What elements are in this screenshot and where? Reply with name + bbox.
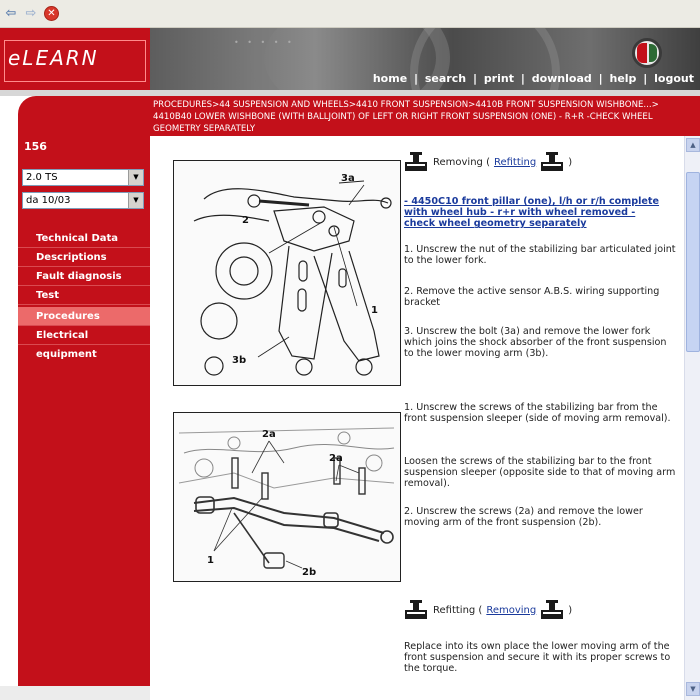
print-link[interactable]: print: [483, 72, 514, 85]
figure-label: 2b: [302, 567, 317, 578]
scroll-down-icon[interactable]: ▼: [686, 682, 700, 696]
removing-link[interactable]: Removing: [486, 604, 537, 616]
suspension-diagram-2: [174, 413, 400, 581]
removing-step-1: 1. Unscrew the nut of the stabilizing bar articulated joint to the lower fork.: [404, 244, 676, 267]
back-arrow-icon[interactable]: ⇦: [5, 6, 17, 21]
wrench-icon: [540, 600, 564, 620]
figure-label: 3b: [232, 355, 247, 366]
help-link[interactable]: help: [609, 72, 637, 85]
removing-section-tool-icon[interactable]: [540, 600, 564, 620]
search-link[interactable]: search: [424, 72, 467, 85]
wrench-icon: [540, 152, 564, 172]
refitting-text: Replace into its own place the lower moving arm of the front suspension and secure it with its proper screws to the torque.: [404, 641, 671, 675]
home-link[interactable]: home: [372, 72, 408, 85]
stop-icon[interactable]: ✕: [44, 6, 59, 21]
refitting-tool-icon[interactable]: [540, 152, 564, 172]
figure-label: 3a: [341, 173, 355, 184]
scrollbar-thumb[interactable]: [686, 172, 700, 352]
removing-tool-icon: [404, 152, 428, 172]
sidebar-item-descriptions[interactable]: Descriptions: [18, 248, 150, 267]
link-separator: |: [598, 72, 603, 85]
section2-step-1: 1. Unscrew the screws of the stabilizing bar from the front suspension sleeper (side of moving arm removal).: [404, 402, 671, 425]
figure-label: 2a: [329, 453, 343, 464]
date-select-value: da 10/03: [26, 195, 71, 206]
link-separator: |: [472, 72, 477, 85]
removing-heading: [404, 152, 572, 172]
content-panel: [150, 136, 684, 700]
breadcrumb: PROCEDURES>44 SUSPENSION AND WHEELS>4410 FRONT SUSPENSION>4410B FRONT SUSPENSION WISHBONE...> 4410B40 LOWER WISHBONE (WITH BALLJOINT) OF LEFT OR RIGHT FRONT SUSPENSION (ONE) - R+R -CHECK WHEEL GEOMETRY SEPARATELY: [150, 96, 700, 136]
sidebar-item-fault-diagnosis[interactable]: Fault diagnosis: [18, 267, 150, 286]
forward-arrow-icon[interactable]: ⇨: [25, 6, 37, 21]
elearn-logo[interactable]: eLEARN: [8, 46, 99, 70]
browser-toolbar: [0, 0, 700, 28]
sidebar: [18, 136, 150, 686]
content-scrollbar[interactable]: [684, 136, 700, 700]
scroll-up-icon[interactable]: ▲: [686, 138, 700, 152]
refitting-heading: [404, 600, 572, 620]
refitting-close-paren: ): [568, 604, 573, 616]
refitting-section-tool-icon: [404, 600, 428, 620]
download-link[interactable]: download: [531, 72, 592, 85]
sidebar-item-test[interactable]: Test: [18, 286, 150, 305]
tool-reference-link[interactable]: - 4450C10 front pillar (one), l/h or r/h complete with wheel hub - r+r with wheel removed - check wheel geometry separately: [404, 196, 660, 230]
model-label: 156: [24, 140, 47, 153]
suspension-figure-2: [173, 412, 401, 582]
figure-label: 2: [242, 215, 249, 226]
top-nav-links: [373, 72, 694, 85]
wrench-icon: [404, 152, 428, 172]
chevron-down-icon[interactable]: ▼: [128, 193, 143, 208]
chevron-down-icon[interactable]: ▼: [128, 170, 143, 185]
link-separator: |: [643, 72, 648, 85]
suspension-diagram-1: [174, 161, 400, 385]
breadcrumb-corner: [18, 96, 150, 136]
refitting-label: Refitting (: [433, 604, 483, 616]
logout-link[interactable]: logout: [654, 72, 694, 85]
figure-label: 2a: [262, 429, 276, 440]
banner-dots: • • • • •: [234, 38, 295, 47]
date-select[interactable]: [22, 192, 144, 209]
sidebar-footer: [0, 686, 150, 700]
sidebar-item-electrical-equipment[interactable]: Electrical equipment: [18, 326, 150, 345]
removing-step-3: 3. Unscrew the bolt (3a) and remove the lower fork which joins the shock absorber of the front suspension to the lower moving arm (3b).: [404, 326, 667, 360]
section2-step-loosen: Loosen the screws of the stabilizing bar to the front suspension sleeper (opposite side to that of moving arm removal).: [404, 456, 676, 490]
link-separator: |: [520, 72, 525, 85]
sidebar-item-procedures[interactable]: Procedures: [18, 307, 150, 326]
removing-close-paren: ): [568, 156, 573, 168]
removing-label: Removing (: [433, 156, 490, 168]
suspension-figure-1: [173, 160, 401, 386]
link-separator: |: [414, 72, 419, 85]
refitting-link[interactable]: Refitting: [493, 156, 537, 168]
removing-step-2: 2. Remove the active sensor A.B.S. wiring supporting bracket: [404, 286, 660, 309]
header-logo-area: [0, 28, 150, 90]
figure-label: 1: [207, 555, 214, 566]
section2-step-2: 2. Unscrew the screws (2a) and remove the lower moving arm of the front suspension (2b).: [404, 506, 643, 529]
header-banner: [150, 28, 700, 90]
sidebar-item-technical-data[interactable]: Technical Data: [18, 229, 150, 248]
alfa-romeo-badge-icon: [632, 38, 662, 68]
figure-label: 1: [371, 305, 378, 316]
engine-select[interactable]: [22, 169, 144, 186]
wrench-icon: [404, 600, 428, 620]
engine-select-value: 2.0 TS: [26, 172, 58, 183]
